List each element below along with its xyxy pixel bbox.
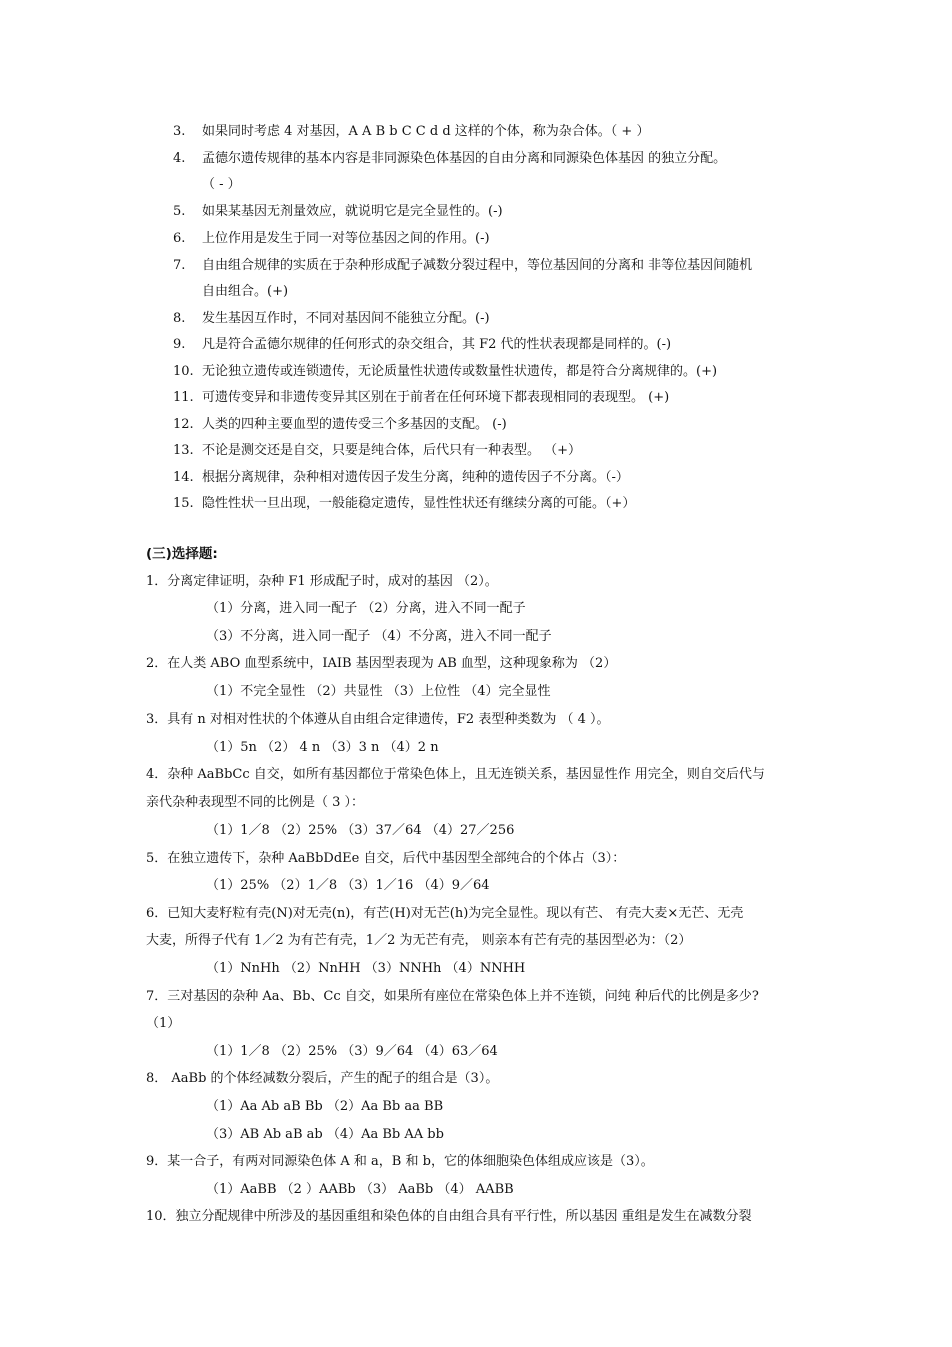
tf-item-number: 13. [173, 443, 194, 458]
tf-item-number: 4. [173, 151, 186, 166]
tf-item-text: 凡是符合孟德尔规律的任何形式的杂交组合，其 F2 代的性状表现都是同样的。(-) [202, 337, 672, 352]
tf-item-number: 15. [173, 496, 194, 511]
tf-item-number: 14. [173, 470, 194, 485]
mc-line: 9．某一合子，有两对同源染色体 A 和 a，B 和 b，它的体细胞染色体组成应该是（3）。 [146, 1154, 654, 1169]
mc-line: （1）1／8 （2）25% （3）37／64 （4）27／256 [206, 823, 515, 838]
mc-line: 8． AaBb 的个体经减数分裂后，产生的配子的组合是（3）。 [146, 1071, 499, 1086]
tf-item-text: 如果某基因无剂量效应，就说明它是完全显性的。(-) [202, 204, 503, 219]
tf-item-number: 7. [173, 258, 186, 273]
tf-item-text: 根据分离规律，杂种相对遗传因子发生分离，纯种的遗传因子不分离。（-） [202, 470, 629, 485]
mc-line: （1）NnHh （2）NnHH （3）NNHh （4）NNHH [206, 961, 526, 976]
tf-item-number: 12. [173, 417, 194, 432]
tf-item-text: 不论是测交还是自交，只要是纯合体，后代只有一种表型。 （+） [202, 443, 582, 458]
tf-item-text: 隐性性状一旦出现，一般能稳定遗传，显性性状还有继续分离的可能。（+） [202, 496, 636, 511]
mc-line: 10．独立分配规律中所涉及的基因重组和染色体的自由组合具有平行性，所以基因 重组是发生在减数分裂 [146, 1209, 752, 1224]
mc-line: （1）Aa Ab aB Bb （2）Aa Bb aa BB [206, 1099, 444, 1114]
tf-item-continuation: （ - ） [202, 177, 241, 192]
mc-line: （1）5n （2） 4 n （3）3 n （4）2 n [206, 740, 439, 755]
tf-item-number: 8. [173, 311, 186, 326]
tf-item-text: 无论独立遗传或连锁遗传，无论质量性状遗传或数量性状遗传，都是符合分离规律的。(+) [202, 364, 718, 379]
mc-line: （1）AaBB （2 ）AABb （3） AaBb （4） AABB [206, 1182, 514, 1197]
mc-line: （3）不分离，进入同一配子 （4）不分离，进入不同一配子 [206, 629, 552, 644]
mc-line: 5．在独立遗传下，杂种 AaBbDdEe 自交，后代中基因型全部纯合的个体占（3）： [146, 851, 626, 866]
mc-line: （1）分离，进入同一配子 （2）分离，进入不同一配子 [206, 601, 526, 616]
tf-item-text: 发生基因互作时，不同对基因间不能独立分配。(-) [202, 311, 490, 326]
mc-line: 2．在人类 ABO 血型系统中，IAIB 基因型表现为 AB 血型，这种现象称为 （2） [146, 656, 617, 671]
tf-item-number: 6. [173, 231, 186, 246]
tf-item-text: 人类的四种主要血型的遗传受三个多基因的支配。 (-) [202, 417, 507, 432]
mc-line: 3．具有 n 对相对性状的个体遵从自由组合定律遗传，F2 表型种类数为 （ 4 ）。 [146, 712, 610, 727]
mc-line: （1） [146, 1016, 181, 1031]
tf-item-number: 9. [173, 337, 186, 352]
mc-line: 亲代杂种表现型不同的比例是（ 3 ）： [146, 795, 365, 810]
tf-item-text: 如果同时考虑 4 对基因，A A B b C C d d 这样的个体，称为杂合体。（ + ） [202, 124, 650, 139]
mc-line: 6．已知大麦籽粒有壳(N)对无壳(n)，有芒(H)对无芒(h)为完全显性。现以有芒、 有壳大麦×无芒、无壳 [146, 906, 744, 921]
tf-item-number: 3. [173, 124, 186, 139]
tf-item-number: 5. [173, 204, 186, 219]
mc-line: （1）25% （2）1／8 （3）1／16 （4）9／64 [206, 878, 490, 893]
section-heading: (三)选择题: [146, 546, 218, 562]
tf-item-text: 孟德尔遗传规律的基本内容是非同源染色体基因的自由分离和同源染色体基因 的独立分配。 [202, 151, 727, 166]
tf-item-text: 可遗传变异和非遗传变异其区别在于前者在任何环境下都表现相同的表现型。 (+) [202, 390, 670, 405]
tf-item-number: 10. [173, 364, 194, 379]
mc-line: 大麦，所得子代有 1／2 为有芒有壳，1／2 为无芒有壳， 则亲本有芒有壳的基因型必为：（2） [146, 933, 692, 948]
mc-line: 1．分离定律证明，杂种 F1 形成配子时，成对的基因 （2）。 [146, 574, 498, 589]
tf-item-text: 上位作用是发生于同一对等位基因之间的作用。(-) [202, 231, 490, 246]
mc-line: （3）AB Ab aB ab （4）Aa Bb AA bb [206, 1127, 444, 1142]
mc-line: （1）不完全显性 （2）共显性 （3）上位性 （4）完全显性 [206, 684, 551, 699]
tf-item-continuation: 自由组合。(+) [202, 284, 289, 299]
tf-item-number: 11. [173, 390, 194, 405]
tf-item-text: 自由组合规律的实质在于杂种形成配子减数分裂过程中，等位基因间的分离和 非等位基因间随机 [202, 258, 753, 273]
mc-line: 7．三对基因的杂种 Aa、Bb、Cc 自交，如果所有座位在常染色体上并不连锁，问纯 种后代的比例是多少? [146, 989, 759, 1004]
mc-line: （1）1／8 （2）25% （3）9／64 （4）63／64 [206, 1044, 498, 1059]
mc-line: 4．杂种 AaBbCc 自交，如所有基因都位于常染色体上，且无连锁关系，基因显性作 用完全，则自交后代与 [146, 767, 765, 782]
